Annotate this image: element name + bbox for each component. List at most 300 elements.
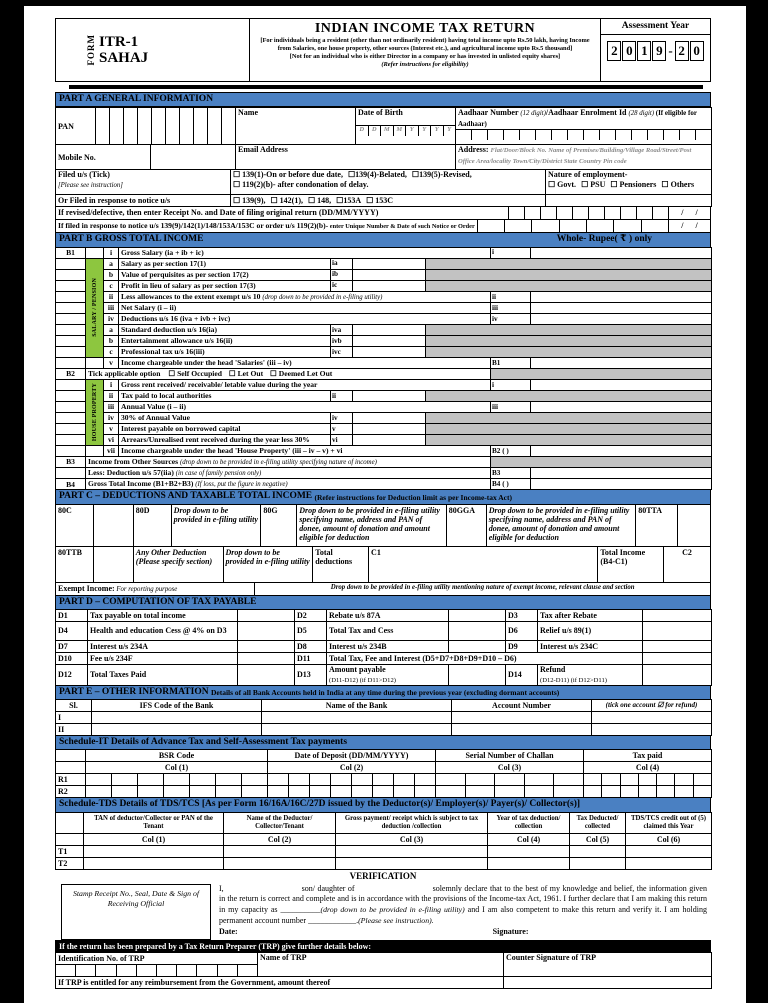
row-id-spacer xyxy=(56,269,86,280)
char-box[interactable] xyxy=(656,774,674,785)
aadhaar-char-box[interactable] xyxy=(456,130,471,140)
row-label xyxy=(327,665,449,686)
notice-char-box[interactable] xyxy=(641,220,668,232)
checkbox-self-occupied[interactable]: ☐ Self Occupied xyxy=(168,369,222,379)
char-box[interactable] xyxy=(309,774,330,785)
aadhaar-char-box[interactable] xyxy=(663,130,679,140)
amount-cell[interactable] xyxy=(449,622,506,641)
row-id-spacer xyxy=(56,412,86,423)
tds-row-id: T1 xyxy=(56,845,84,857)
row-tag: iva xyxy=(331,324,353,335)
column-header: Serial Number of Challan xyxy=(436,750,584,762)
char-box[interactable] xyxy=(372,774,393,785)
part-c-header xyxy=(55,489,711,504)
aadhaar-char-box[interactable] xyxy=(519,130,535,140)
trp-id-input[interactable] xyxy=(56,964,258,976)
aadhaar-char-box[interactable] xyxy=(583,130,599,140)
amount-cell[interactable] xyxy=(643,622,712,641)
receipt-char-box[interactable] xyxy=(524,207,540,219)
amount-cell[interactable] xyxy=(531,302,712,313)
amount-cell[interactable] xyxy=(449,665,506,686)
trp-name-input[interactable] xyxy=(258,952,504,976)
email-field[interactable] xyxy=(236,145,456,170)
row-index: c xyxy=(104,280,119,291)
amount-cell[interactable] xyxy=(353,280,426,291)
revised-receipt-boxes[interactable] xyxy=(508,207,668,219)
refund-tick-input[interactable] xyxy=(592,724,712,736)
amount-cell[interactable] xyxy=(353,412,426,423)
amount-cell[interactable] xyxy=(353,269,426,280)
row-label: Income chargeable under the head 'House Property' (iii – iv – v) + vi xyxy=(119,445,491,456)
notice-char-box[interactable] xyxy=(613,220,640,232)
row-tag: v xyxy=(331,423,353,434)
row-id: D5 xyxy=(295,622,327,641)
pan-char-box[interactable] xyxy=(207,108,221,144)
row-label: Gross Salary (ia + ib + ic) xyxy=(119,247,491,258)
dob-char-box[interactable]: Y xyxy=(430,126,443,136)
receipt-char-box[interactable] xyxy=(540,207,556,219)
char-box[interactable] xyxy=(414,786,435,797)
name-field[interactable] xyxy=(236,108,356,145)
trp-char-box[interactable] xyxy=(136,965,156,976)
char-box[interactable] xyxy=(189,774,215,785)
bank-name-input[interactable] xyxy=(262,712,452,724)
notice-char-box[interactable] xyxy=(531,220,558,232)
trp-char-box[interactable] xyxy=(56,965,75,976)
row-id-spacer xyxy=(56,401,86,412)
deduction-80tta-input[interactable] xyxy=(678,505,710,546)
amount-cell[interactable] xyxy=(643,610,712,622)
row-label: Interest u/s 234A xyxy=(88,641,238,653)
checkbox-142-1[interactable]: ☐ 142(1), xyxy=(270,196,303,206)
char-box[interactable] xyxy=(288,774,309,785)
receipt-char-box[interactable] xyxy=(620,207,636,219)
trp-bar-text: If the return has been prepared by a Tax Return Preparer (TRP) give further details below: xyxy=(59,941,372,951)
row-index: v xyxy=(104,357,119,368)
dob-char-box[interactable]: D xyxy=(368,126,381,136)
row-index: b xyxy=(104,269,119,280)
pan-char-box[interactable] xyxy=(109,108,123,144)
checkbox-139-4[interactable]: ☐139(4)-Belated, xyxy=(347,170,407,180)
dob-char-box[interactable]: M xyxy=(393,126,406,136)
char-box[interactable] xyxy=(620,786,638,797)
char-box[interactable] xyxy=(330,774,351,785)
deposit-date-input[interactable] xyxy=(268,786,436,798)
receipt-char-box[interactable] xyxy=(556,207,572,219)
trp-char-box[interactable] xyxy=(237,965,257,976)
char-box[interactable] xyxy=(330,786,351,797)
pan-char-box[interactable] xyxy=(137,108,151,144)
char-box[interactable] xyxy=(465,786,495,797)
deduction-year-input[interactable] xyxy=(488,845,570,857)
ifs-code-input[interactable] xyxy=(92,712,262,724)
trp-counter-signature-input[interactable] xyxy=(504,952,712,976)
tax-deducted-input[interactable] xyxy=(570,857,626,869)
row-label: Interest payable on borrowed capital xyxy=(119,423,331,434)
char-box[interactable] xyxy=(693,786,711,797)
char-box[interactable] xyxy=(241,786,267,797)
row-tag: ii xyxy=(491,291,531,302)
char-box[interactable] xyxy=(111,774,137,785)
total-deductions-input[interactable] xyxy=(369,547,598,582)
char-box[interactable] xyxy=(674,774,692,785)
ay-digit-box: 0 xyxy=(690,41,704,61)
char-box[interactable] xyxy=(268,786,288,797)
amount-cell[interactable] xyxy=(531,479,712,490)
assessment-year-label: Assessment Year xyxy=(601,19,710,35)
schedule-tds-header xyxy=(55,797,711,812)
gross-payment-input[interactable] xyxy=(336,845,488,857)
gross-payment-input[interactable] xyxy=(336,857,488,869)
row-id: D6 xyxy=(506,622,538,641)
tan-input[interactable] xyxy=(84,857,224,869)
refund-tick-input[interactable] xyxy=(592,712,712,724)
amount-cell[interactable] xyxy=(643,665,712,686)
checkbox-139-5[interactable]: ☐139(5)-Revised, xyxy=(411,170,472,180)
tax-paid-input[interactable] xyxy=(584,786,712,798)
row-id-spacer xyxy=(56,468,86,479)
char-box[interactable] xyxy=(601,786,619,797)
trp-char-box[interactable] xyxy=(95,965,115,976)
column-header: Name of the Deductor/ Collector/Tenant xyxy=(224,812,336,833)
trp-char-box[interactable] xyxy=(217,965,237,976)
response-number-boxes[interactable] xyxy=(477,220,668,232)
deductor-name-input[interactable] xyxy=(224,857,336,869)
checkbox-let-out[interactable]: ☐ Let Out xyxy=(228,369,264,379)
signature-label: Signature: xyxy=(492,927,529,937)
part-a-header xyxy=(55,92,711,107)
bsr-code-input[interactable] xyxy=(86,774,268,786)
employment-cell xyxy=(546,170,712,195)
date-label: Date: xyxy=(219,927,238,937)
row-label: Income chargeable under the head 'Salaries' (iii – iv) xyxy=(119,357,491,368)
char-box[interactable] xyxy=(268,774,288,785)
pan-char-box[interactable] xyxy=(165,108,179,144)
name-label: Name xyxy=(238,108,258,118)
row-label: Tax paid to local authorities xyxy=(119,390,331,401)
account-number-input[interactable] xyxy=(452,724,592,736)
total-income-label: Total Income (B4-C1) xyxy=(598,547,664,582)
trp-char-box[interactable] xyxy=(156,965,176,976)
amount-cell[interactable] xyxy=(531,468,712,479)
char-box[interactable] xyxy=(638,786,656,797)
pan-char-box[interactable] xyxy=(96,108,109,144)
amount-cell[interactable] xyxy=(353,423,426,434)
column-header: Gross payment/ receipt which is subject to tax deduction /collection xyxy=(336,812,488,833)
char-box[interactable] xyxy=(351,774,372,785)
char-box[interactable] xyxy=(215,786,241,797)
row-id-spacer xyxy=(56,379,86,390)
tax-paid-input[interactable] xyxy=(584,774,712,786)
amount-cell[interactable] xyxy=(238,665,295,686)
refund-label: Refund xyxy=(540,665,566,675)
notice-char-box[interactable] xyxy=(504,220,531,232)
receipt-char-box[interactable] xyxy=(652,207,668,219)
char-box[interactable] xyxy=(436,774,465,785)
tan-input[interactable] xyxy=(84,845,224,857)
row-tag: iii xyxy=(491,401,531,412)
dob-field[interactable] xyxy=(356,108,456,145)
char-box[interactable] xyxy=(620,774,638,785)
bank-accounts-table xyxy=(55,699,712,736)
receipt-char-box[interactable] xyxy=(604,207,620,219)
receipt-char-box[interactable] xyxy=(636,207,652,219)
char-box[interactable] xyxy=(163,774,189,785)
challan-serial-input[interactable] xyxy=(436,786,584,798)
row-label: Total Tax, Fee and Interest (D5+D7+D8+D9+D10 – D6) xyxy=(327,653,643,665)
char-box[interactable] xyxy=(351,786,372,797)
column-header: IFS Code of the Bank xyxy=(92,700,262,712)
char-box[interactable] xyxy=(584,786,601,797)
notice-char-box[interactable] xyxy=(477,220,504,232)
dob-char-box[interactable]: Y xyxy=(405,126,418,136)
amount-cell[interactable] xyxy=(353,434,426,445)
amount-cell[interactable] xyxy=(238,653,295,665)
col-number: Col (1) xyxy=(84,833,224,845)
rupee-unit-note: Whole- Rupee( ₹ ) only xyxy=(556,234,652,245)
amount-cell[interactable] xyxy=(238,641,295,653)
amount-cell[interactable] xyxy=(449,641,506,653)
char-box[interactable] xyxy=(656,786,674,797)
row-id: D9 xyxy=(506,641,538,653)
char-box[interactable] xyxy=(601,774,619,785)
char-box[interactable] xyxy=(309,786,330,797)
deduction-80ttb-label: 80TTB xyxy=(56,547,94,582)
ifs-code-input[interactable] xyxy=(92,724,262,736)
declaration-text xyxy=(211,884,709,940)
char-box[interactable] xyxy=(553,774,583,785)
part-d-title: PART D – COMPUTATION OF TAX PAYABLE xyxy=(59,596,257,607)
pan-input[interactable] xyxy=(96,108,236,145)
char-box[interactable] xyxy=(494,786,524,797)
char-box[interactable] xyxy=(436,786,465,797)
receipt-char-box[interactable] xyxy=(588,207,604,219)
c2-tag: C2 xyxy=(682,547,692,557)
efiling-note: (drop down to be provided in e-filing utility) xyxy=(262,293,383,301)
aadhaar-char-box[interactable] xyxy=(487,130,503,140)
trp-char-box[interactable] xyxy=(196,965,216,976)
form-word-label: FORM xyxy=(86,34,96,66)
char-box[interactable] xyxy=(494,774,524,785)
dob-char-box[interactable]: Y xyxy=(443,126,456,136)
char-box[interactable] xyxy=(638,774,656,785)
amount-cell[interactable] xyxy=(643,641,712,653)
col-number: Col (6) xyxy=(626,833,712,845)
trp-char-box[interactable] xyxy=(176,965,196,976)
amount-cell[interactable] xyxy=(353,324,426,335)
mobile-label: Mobile No. xyxy=(56,145,151,170)
row-id-spacer xyxy=(56,280,86,291)
amount-cell[interactable] xyxy=(353,335,426,346)
char-box[interactable] xyxy=(393,786,414,797)
row-id: B1 xyxy=(56,247,86,258)
part-c-title: PART C – DEDUCTIONS AND TAXABLE TOTAL INCOME xyxy=(59,491,313,502)
amount-cell[interactable] xyxy=(353,258,426,269)
row-id: D4 xyxy=(56,622,88,641)
bsr-code-input[interactable] xyxy=(86,786,268,798)
notice-char-box[interactable] xyxy=(586,220,613,232)
notice-options xyxy=(231,195,546,207)
char-box[interactable] xyxy=(584,774,601,785)
row-label: 30% of Annual Value xyxy=(119,412,331,423)
amount-cell[interactable] xyxy=(353,390,426,401)
char-box[interactable] xyxy=(372,786,393,797)
salary-pension-strip xyxy=(86,258,104,357)
revised-date-input[interactable]: / / xyxy=(668,207,710,219)
trp-char-box[interactable] xyxy=(75,965,95,976)
char-box[interactable] xyxy=(111,786,137,797)
aadhaar-digits-note: (12 digit) xyxy=(520,110,546,118)
decl-son-daughter: son/ daughter of xyxy=(301,883,355,893)
row-index: i xyxy=(104,247,119,258)
char-box[interactable] xyxy=(524,786,554,797)
char-box[interactable] xyxy=(137,774,163,785)
checkbox-148[interactable]: ☐ 148, xyxy=(308,196,332,206)
tds-claimed-input[interactable] xyxy=(626,845,712,857)
amount-cell[interactable] xyxy=(531,445,712,456)
amount-cell[interactable] xyxy=(531,313,712,324)
aadhaar-char-box[interactable] xyxy=(647,130,663,140)
pan-char-box[interactable] xyxy=(151,108,165,144)
dob-char-box[interactable]: Y xyxy=(418,126,431,136)
aadhaar-char-box[interactable] xyxy=(551,130,567,140)
receipt-char-box[interactable] xyxy=(508,207,524,219)
receipt-char-box[interactable] xyxy=(572,207,588,219)
amount-cell[interactable] xyxy=(531,401,712,412)
pan-char-box[interactable] xyxy=(193,108,207,144)
deduction-80gga-label: 80GGA xyxy=(447,505,487,546)
char-box[interactable] xyxy=(163,786,189,797)
checkbox-119-2b[interactable]: ☐ 119(2)(b)- after condonation of delay. xyxy=(233,179,369,189)
char-box[interactable] xyxy=(241,774,267,785)
checkbox-139-9[interactable]: ☐ 139(9), xyxy=(233,196,266,206)
stamp-receipt-box: Stamp Receipt No., Seal, Date & Sign of Receiving Official xyxy=(61,884,211,940)
deductor-name-input[interactable] xyxy=(224,845,336,857)
checkbox-psu[interactable]: ☐ PSU xyxy=(581,179,606,189)
b3-less-label: Less: Deduction u/s 57(iia) xyxy=(88,468,176,478)
char-box[interactable] xyxy=(414,774,435,785)
deduction-80ttb-input[interactable] xyxy=(94,547,134,582)
char-box[interactable] xyxy=(393,774,414,785)
row-id: B2 xyxy=(56,368,86,379)
amount-cell[interactable] xyxy=(531,379,712,390)
bank-row-id: I xyxy=(56,712,92,724)
row-label: Interest u/s 234C xyxy=(538,641,643,653)
pan-char-box[interactable] xyxy=(123,108,137,144)
char-box[interactable] xyxy=(189,786,215,797)
amount-cell[interactable] xyxy=(449,610,506,622)
aadhaar-char-box[interactable] xyxy=(535,130,551,140)
aadhaar-field[interactable] xyxy=(456,108,712,145)
col-number: Col (4) xyxy=(488,833,570,845)
aadhaar-char-box[interactable] xyxy=(679,130,695,140)
house-property-strip xyxy=(86,379,104,445)
checkbox-153a[interactable]: ☐153A xyxy=(336,196,362,206)
checkbox-govt[interactable]: ☐ Govt. xyxy=(548,179,577,189)
deduction-year-input[interactable] xyxy=(488,857,570,869)
pan-label: PAN xyxy=(56,108,96,145)
capacity-blank[interactable]: __________ xyxy=(280,904,321,914)
account-number-input[interactable] xyxy=(452,712,592,724)
b4-label: Gross Total Income (B1+B2+B3) xyxy=(88,479,196,489)
dob-char-box[interactable]: M xyxy=(380,126,393,136)
pan-char-box[interactable] xyxy=(179,108,193,144)
char-box[interactable] xyxy=(86,786,111,797)
deduction-80c-input[interactable] xyxy=(94,505,134,546)
challan-serial-input[interactable] xyxy=(436,774,584,786)
amount-cell[interactable] xyxy=(353,346,426,357)
checkbox-139-1[interactable]: ☐ 139(1)-On or before due date, xyxy=(233,170,343,180)
part-e-title-note: Details of all Bank Accounts held in India at any time during the previous year (excluding dormant accounts) xyxy=(210,687,560,697)
char-box[interactable] xyxy=(288,786,309,797)
aadhaar-char-box[interactable] xyxy=(695,130,711,140)
aadhaar-char-box[interactable] xyxy=(471,130,487,140)
row-tag: i xyxy=(491,379,531,390)
aadhaar-char-box[interactable] xyxy=(567,130,583,140)
amount-cell[interactable] xyxy=(238,610,295,622)
row-index: v xyxy=(104,423,119,434)
char-box[interactable] xyxy=(553,786,583,797)
amount-cell[interactable] xyxy=(531,247,712,258)
row-label xyxy=(119,291,491,302)
aadhaar-char-box[interactable] xyxy=(503,130,519,140)
char-box[interactable] xyxy=(674,786,692,797)
house-strip-label: HOUSE PROPERTY xyxy=(91,383,98,442)
dob-char-box[interactable]: D xyxy=(359,125,365,133)
address-hint-1: Flat/Door/Block No. Name of Premises/Building/Village Road/Street/Post xyxy=(490,147,692,155)
amount-cell[interactable] xyxy=(531,291,712,302)
decl-competent: and I am also competent to make this return and verify it. I am holding permanent account number xyxy=(219,904,708,925)
amount-cell[interactable] xyxy=(531,357,712,368)
pan-blank[interactable]: ____________. xyxy=(308,915,359,925)
tax-deducted-input[interactable] xyxy=(570,845,626,857)
char-box[interactable] xyxy=(86,774,111,785)
schedule-it-title: Schedule-IT Details of Advance Tax and Self-Assessment Tax payments xyxy=(59,737,348,748)
char-box[interactable] xyxy=(693,774,711,785)
char-box[interactable] xyxy=(137,786,163,797)
bank-name-input[interactable] xyxy=(262,724,452,736)
aadhaar-char-box[interactable] xyxy=(631,130,647,140)
char-box[interactable] xyxy=(465,774,495,785)
checkbox-pensioners[interactable]: ☐ Pensioners xyxy=(610,179,657,189)
mobile-input[interactable] xyxy=(151,145,236,170)
trp-reimbursement-input[interactable] xyxy=(504,976,712,988)
checkbox-others[interactable]: ☐ Others xyxy=(661,179,695,189)
checkbox-deemed-let-out[interactable]: ☐ Deemed Let Out xyxy=(270,369,333,379)
checkbox-153c[interactable]: ☐ 153C xyxy=(366,196,394,206)
revised-return-label: If revised/defective, then enter Receipt No. and Date of filing original return (DD/MM/YYYY) xyxy=(58,208,379,218)
bank-row-id: II xyxy=(56,724,92,736)
address-field[interactable] xyxy=(456,145,712,170)
response-date-input[interactable]: / / xyxy=(668,220,710,232)
amount-cell[interactable] xyxy=(238,622,295,641)
tds-claimed-input[interactable] xyxy=(626,857,712,869)
row-id: D11 xyxy=(295,653,327,665)
amount-cell[interactable] xyxy=(643,653,712,665)
notice-char-box[interactable] xyxy=(559,220,586,232)
shaded-cell xyxy=(426,335,712,346)
row-tag: i xyxy=(491,247,531,258)
row-id: D7 xyxy=(56,641,88,653)
pan-char-box[interactable] xyxy=(221,108,235,144)
char-box[interactable] xyxy=(215,774,241,785)
trp-char-box[interactable] xyxy=(116,965,136,976)
deposit-date-input[interactable] xyxy=(268,774,436,786)
aadhaar-char-box[interactable] xyxy=(615,130,631,140)
aadhaar-char-box[interactable] xyxy=(599,130,615,140)
char-box[interactable] xyxy=(524,774,554,785)
row-index: a xyxy=(104,258,119,269)
